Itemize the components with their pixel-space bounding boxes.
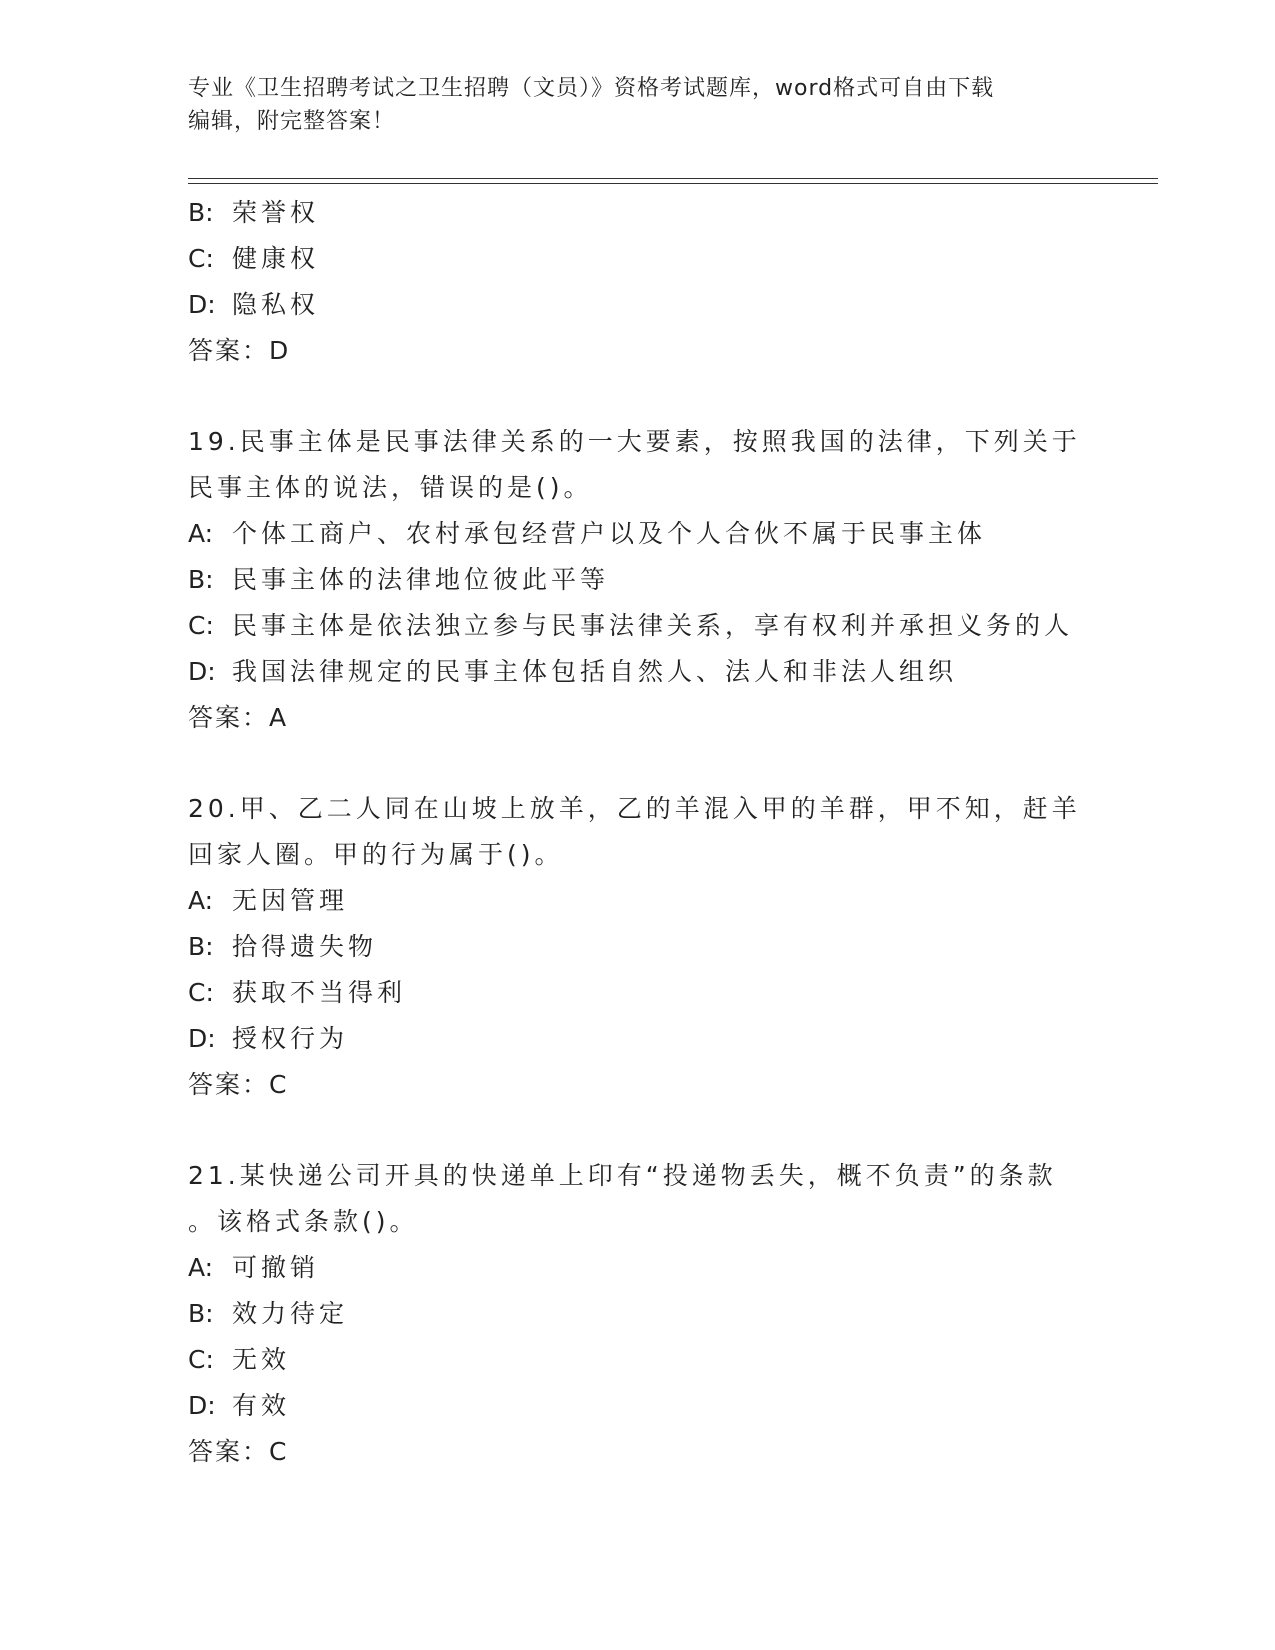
option-text: 拾得遗失物	[232, 932, 378, 961]
question-content	[188, 190, 1088, 1475]
header-divider-thick	[188, 178, 1158, 179]
option-label: A:	[188, 886, 214, 915]
option-label: C:	[188, 978, 214, 1007]
option-label: C:	[188, 611, 214, 640]
header-divider-thin	[188, 183, 1158, 184]
option-a	[188, 1245, 1088, 1291]
option-label: B:	[188, 1299, 214, 1328]
option-label: D:	[188, 1391, 216, 1420]
option-label: B:	[188, 932, 214, 961]
option-b	[188, 557, 1088, 603]
option-b	[188, 1291, 1088, 1337]
option-text: 获取不当得利	[232, 978, 407, 1007]
option-label: C:	[188, 244, 214, 273]
option-text: 民事主体的法律地位彼此平等	[232, 565, 610, 594]
option-b	[188, 190, 1088, 236]
question-stem: 。该格式条款()。	[188, 1207, 419, 1236]
option-text: 无效	[232, 1345, 291, 1374]
option-text: 隐私权	[232, 290, 320, 319]
spacer	[188, 741, 1088, 786]
option-text: 我国法律规定的民事主体包括自然人、法人和非法人组织	[232, 657, 958, 686]
option-text: 无因管理	[232, 886, 349, 915]
question-21	[188, 1153, 1088, 1475]
document-header	[188, 72, 1068, 138]
option-a	[188, 878, 1088, 924]
option-label: C:	[188, 1345, 214, 1374]
option-c	[188, 970, 1088, 1016]
answer-line: 答案：D	[188, 336, 291, 365]
option-c	[188, 236, 1088, 282]
option-text: 授权行为	[232, 1024, 349, 1053]
option-text: 健康权	[232, 244, 320, 273]
option-a	[188, 511, 1088, 557]
option-d	[188, 1016, 1088, 1062]
question-stem: 19.民事主体是民事法律关系的一大要素，按照我国的法律，下列关于	[188, 427, 1081, 456]
option-d	[188, 1383, 1088, 1429]
option-label: D:	[188, 657, 216, 686]
option-label: D:	[188, 1024, 216, 1053]
header-line-2: 编辑，附完整答案！	[188, 109, 396, 134]
option-b	[188, 924, 1088, 970]
option-text: 可撤销	[232, 1253, 320, 1282]
option-text: 效力待定	[232, 1299, 349, 1328]
option-label: B:	[188, 565, 214, 594]
spacer	[188, 374, 1088, 419]
option-label: D:	[188, 290, 216, 319]
spacer	[188, 1108, 1088, 1153]
question-20	[188, 786, 1088, 1108]
question-19	[188, 419, 1088, 741]
option-label: B:	[188, 198, 214, 227]
prev-question-options	[188, 190, 1088, 328]
option-label: A:	[188, 519, 214, 548]
option-c	[188, 1337, 1088, 1383]
answer-line: 答案：C	[188, 1437, 289, 1466]
option-text: 个体工商户、农村承包经营户以及个人合伙不属于民事主体	[232, 519, 987, 548]
question-stem: 20.甲、乙二人同在山坡上放羊，乙的羊混入甲的羊群，甲不知，赶羊	[188, 794, 1081, 823]
question-stem: 回家人圈。甲的行为属于()。	[188, 840, 564, 869]
question-stem: 21.某快递公司开具的快递单上印有“投递物丢失，概不负责”的条款	[188, 1161, 1057, 1190]
option-label: A:	[188, 1253, 214, 1282]
option-d	[188, 649, 1088, 695]
answer-line: 答案：C	[188, 1070, 289, 1099]
question-stem: 民事主体的说法，错误的是()。	[188, 473, 593, 502]
option-text: 民事主体是依法独立参与民事法律关系，享有权利并承担义务的人	[232, 611, 1074, 640]
option-d	[188, 282, 1088, 328]
option-text: 荣誉权	[232, 198, 320, 227]
answer-line: 答案：A	[188, 703, 289, 732]
option-text: 有效	[232, 1391, 291, 1420]
header-line-1: 专业《卫生招聘考试之卫生招聘（文员）》资格考试题库，word格式可自由下载	[188, 76, 995, 101]
option-c	[188, 603, 1088, 649]
